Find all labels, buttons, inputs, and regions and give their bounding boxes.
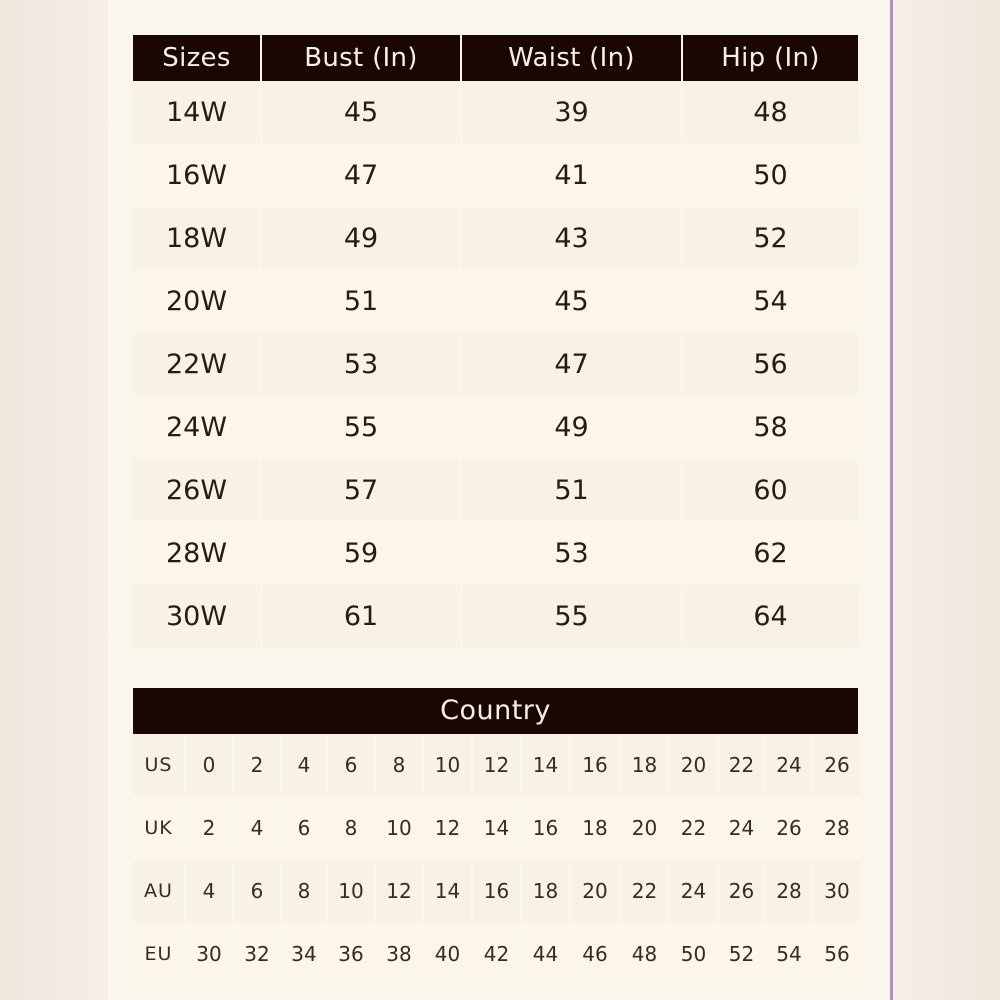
waist-cell: 45: [461, 270, 682, 333]
country-size-cell: 4: [185, 860, 233, 923]
size-cell: 26W: [133, 459, 261, 522]
waist-cell: 47: [461, 333, 682, 396]
country-label-cell: EU: [133, 923, 185, 986]
country-size-cell: 8: [281, 860, 327, 923]
header-sizes: Sizes: [133, 35, 261, 81]
country-size-cell: 50: [669, 923, 718, 986]
country-table-container: [133, 688, 858, 986]
country-size-cell: 6: [233, 860, 281, 923]
country-size-cell: 16: [570, 734, 620, 797]
country-size-cell: 26: [813, 734, 860, 797]
header-hip: Hip (In): [682, 35, 858, 81]
country-table-row: [133, 860, 860, 923]
country-size-cell: 30: [813, 860, 860, 923]
country-size-cell: 42: [472, 923, 521, 986]
country-size-cell: 44: [521, 923, 570, 986]
country-size-cell: 2: [185, 797, 233, 860]
bust-cell: 59: [261, 522, 461, 585]
country-size-cell: 38: [375, 923, 423, 986]
size-table-row: [133, 585, 858, 648]
size-table-row: [133, 144, 858, 207]
size-table-row: [133, 522, 858, 585]
size-table-row: [133, 207, 858, 270]
background-right: [893, 0, 1000, 1000]
size-cell: 28W: [133, 522, 261, 585]
waist-cell: 41: [461, 144, 682, 207]
size-table-container: [133, 35, 858, 648]
bust-cell: 47: [261, 144, 461, 207]
size-table-row: [133, 81, 858, 144]
country-size-cell: 18: [620, 734, 669, 797]
bust-cell: 57: [261, 459, 461, 522]
bust-cell: 55: [261, 396, 461, 459]
waist-cell: 39: [461, 81, 682, 144]
waist-cell: 55: [461, 585, 682, 648]
country-size-cell: 4: [233, 797, 281, 860]
country-size-cell: 52: [718, 923, 765, 986]
country-size-cell: 6: [281, 797, 327, 860]
country-table-row: [133, 797, 860, 860]
country-size-cell: 28: [765, 860, 813, 923]
country-size-cell: 46: [570, 923, 620, 986]
country-size-cell: 48: [620, 923, 669, 986]
background-left: [0, 0, 108, 1000]
header-waist: Waist (In): [461, 35, 682, 81]
waist-cell: 53: [461, 522, 682, 585]
size-table-row: [133, 333, 858, 396]
country-size-cell: 18: [570, 797, 620, 860]
country-size-cell: 18: [521, 860, 570, 923]
hip-cell: 48: [682, 81, 858, 144]
country-size-cell: 34: [281, 923, 327, 986]
country-size-cell: 12: [423, 797, 472, 860]
country-size-cell: 12: [375, 860, 423, 923]
country-label-cell: UK: [133, 797, 185, 860]
hip-cell: 54: [682, 270, 858, 333]
country-size-cell: 10: [375, 797, 423, 860]
country-size-cell: 2: [233, 734, 281, 797]
country-size-cell: 22: [718, 734, 765, 797]
country-size-cell: 26: [718, 860, 765, 923]
size-cell: 20W: [133, 270, 261, 333]
country-size-cell: 16: [521, 797, 570, 860]
country-table-row: [133, 923, 860, 986]
hip-cell: 52: [682, 207, 858, 270]
country-size-cell: 54: [765, 923, 813, 986]
size-table: [133, 35, 858, 648]
country-size-cell: 40: [423, 923, 472, 986]
country-size-cell: 14: [472, 797, 521, 860]
country-size-cell: 14: [423, 860, 472, 923]
size-table-row: [133, 270, 858, 333]
country-size-cell: 12: [472, 734, 521, 797]
size-cell: 14W: [133, 81, 261, 144]
country-size-cell: 56: [813, 923, 860, 986]
bust-cell: 61: [261, 585, 461, 648]
country-label-cell: AU: [133, 860, 185, 923]
country-size-cell: 22: [669, 797, 718, 860]
country-size-cell: 20: [570, 860, 620, 923]
size-cell: 30W: [133, 585, 261, 648]
country-size-cell: 4: [281, 734, 327, 797]
country-size-cell: 32: [233, 923, 281, 986]
bust-cell: 45: [261, 81, 461, 144]
country-size-cell: 30: [185, 923, 233, 986]
size-table-header-row: [133, 35, 858, 81]
hip-cell: 64: [682, 585, 858, 648]
size-table-row: [133, 459, 858, 522]
country-size-cell: 24: [765, 734, 813, 797]
country-label-cell: US: [133, 734, 185, 797]
hip-cell: 56: [682, 333, 858, 396]
country-size-cell: 16: [472, 860, 521, 923]
hip-cell: 62: [682, 522, 858, 585]
bust-cell: 51: [261, 270, 461, 333]
bust-cell: 49: [261, 207, 461, 270]
country-size-cell: 20: [620, 797, 669, 860]
size-cell: 24W: [133, 396, 261, 459]
country-size-cell: 26: [765, 797, 813, 860]
size-cell: 22W: [133, 333, 261, 396]
hip-cell: 50: [682, 144, 858, 207]
country-size-cell: 0: [185, 734, 233, 797]
bust-cell: 53: [261, 333, 461, 396]
country-size-cell: 8: [375, 734, 423, 797]
hip-cell: 58: [682, 396, 858, 459]
waist-cell: 49: [461, 396, 682, 459]
card-edge-line: [890, 0, 893, 1000]
country-size-cell: 24: [718, 797, 765, 860]
country-header: Country: [133, 688, 858, 734]
country-size-cell: 14: [521, 734, 570, 797]
size-cell: 18W: [133, 207, 261, 270]
hip-cell: 60: [682, 459, 858, 522]
country-table-row: [133, 734, 860, 797]
country-size-cell: 6: [327, 734, 375, 797]
country-size-cell: 24: [669, 860, 718, 923]
waist-cell: 51: [461, 459, 682, 522]
size-table-row: [133, 396, 858, 459]
country-size-cell: 10: [423, 734, 472, 797]
country-size-cell: 8: [327, 797, 375, 860]
header-bust: Bust (In): [261, 35, 461, 81]
size-cell: 16W: [133, 144, 261, 207]
country-size-cell: 28: [813, 797, 860, 860]
country-size-cell: 36: [327, 923, 375, 986]
country-size-cell: 22: [620, 860, 669, 923]
waist-cell: 43: [461, 207, 682, 270]
country-table: [133, 734, 860, 986]
country-size-cell: 10: [327, 860, 375, 923]
country-size-cell: 20: [669, 734, 718, 797]
